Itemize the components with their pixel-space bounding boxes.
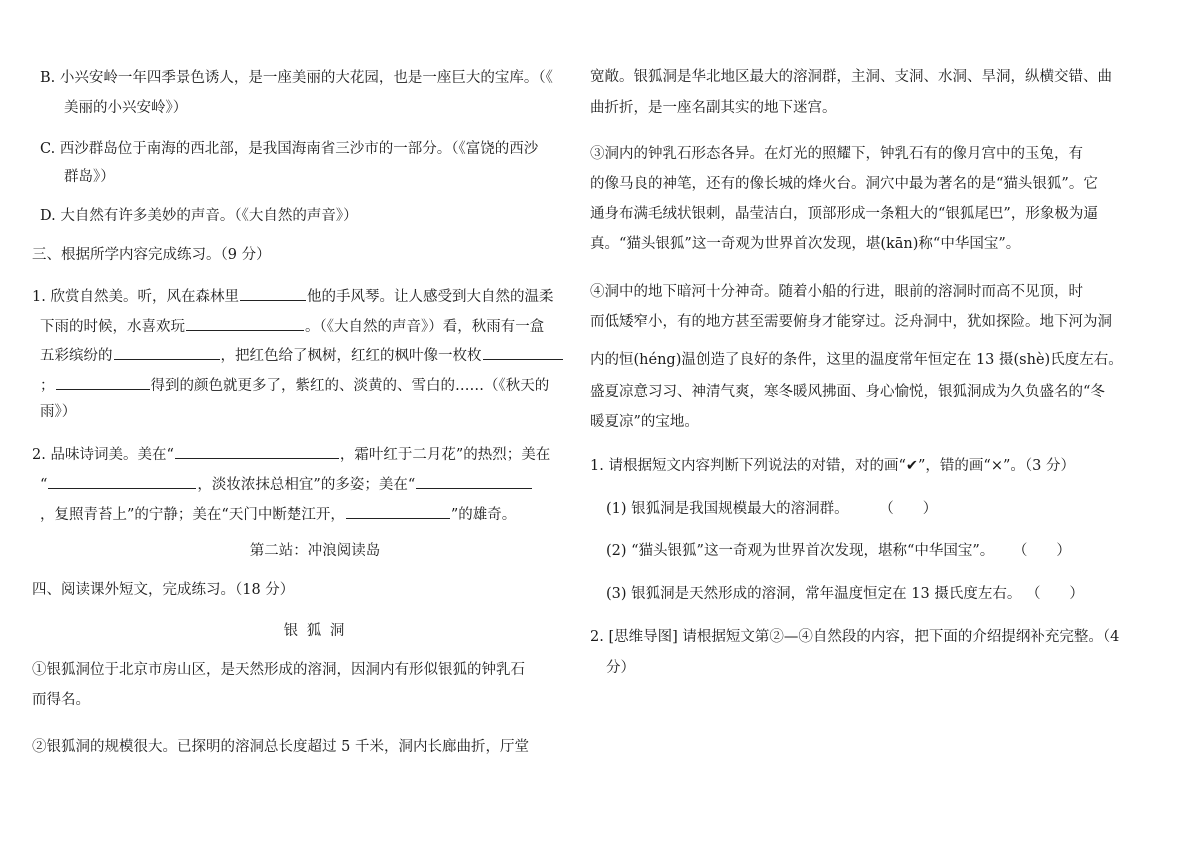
q1-text-1a: 1. 欣赏自然美。听，风在森林里 xyxy=(32,289,239,305)
para2-line1: ②银狐洞的规模很大。已探明的溶洞总长度超过 5 千米，洞内长廊曲折，厅堂 xyxy=(32,739,529,755)
para3-line3: 通身布满毛绒状银刺，晶莹洁白，顶部形成一条粗大的“银狐尾巴”，形象极为逼 xyxy=(590,206,1098,222)
station-title: 第二站：冲浪阅读岛 xyxy=(249,543,381,559)
answer-blank[interactable] xyxy=(48,473,196,489)
option-b-line2: 美丽的小兴安岭》） xyxy=(64,100,188,116)
q1-line5: 雨》） xyxy=(40,404,77,420)
q2-text-2b: ，淡妆浓抹总相宜”的多姿；美在“ xyxy=(197,477,416,493)
para3-line4: 真。“猫头银狐”这一奇观为世界首次发现，堪(kān)称“中华国宝”。 xyxy=(590,236,1021,252)
q1-text-3a: 五彩缤纷的 xyxy=(40,348,113,364)
q2-line2 xyxy=(40,473,533,495)
para4-line3: 内的恒(héng)温创造了良好的条件，这里的温度常年恒定在 13 摄(shè)氏度左右。 xyxy=(590,352,1123,368)
q1-line4 xyxy=(40,374,549,396)
q1-text-3b: ，把红色给了枫树，红红的枫叶像一枚枚 xyxy=(220,348,482,364)
q3-2-line1: 2. [思维导图] 请根据短文第②—④自然段的内容，把下面的介绍提纲补充完整。（4 xyxy=(590,629,1120,645)
q2-text-3a: ，复照青苔上”的宁静；美在“天门中断楚江开， xyxy=(40,507,345,523)
option-c-line1: C. 西沙群岛位于南海的西北部，是我国海南省三沙市的一部分。（《富饶的西沙 xyxy=(40,141,539,157)
para3-line2: 的像马良的神笔，还有的像长城的烽火台。洞穴中最为著名的是“猫头银狐”。它 xyxy=(590,176,1098,192)
para1-line2: 而得名。 xyxy=(32,692,90,708)
q3-1-title: 1. 请根据短文内容判断下列说法的对错，对的画“✔”，错的画“×”。（3 分） xyxy=(590,458,1075,474)
option-d: D. 大自然有许多美妙的声音。（《大自然的声音》） xyxy=(40,208,358,224)
para2-line3: 曲折折，是一座名副其实的地下迷宫。 xyxy=(590,100,837,116)
q2-text-3b: ”的雄奇。 xyxy=(450,507,517,523)
answer-blank[interactable] xyxy=(416,473,532,489)
answer-paren-2[interactable]: （ ） xyxy=(1012,543,1071,559)
answer-blank[interactable] xyxy=(175,443,339,459)
q1-line3 xyxy=(40,344,564,366)
statement-3-text: (3) 银狐洞是天然形成的溶洞，常年温度恒定在 13 摄氏度左右。 xyxy=(606,586,1022,602)
para4-line2: 而低矮窄小，有的地方甚至需要俯身才能穿过。泛舟洞中，犹如探险。地下河为洞 xyxy=(590,314,1112,330)
q2-line1 xyxy=(32,443,550,465)
q2-text-1b: ，霜叶红于二月花”的热烈；美在 xyxy=(339,447,551,463)
para4-line4: 盛夏凉意习习、神清气爽，寒冬暖风拂面、身心愉悦，银狐洞成为久负盛名的“冬 xyxy=(590,384,1105,400)
para2-line2: 宽敞。银狐洞是华北地区最大的溶洞群，主洞、支洞、水洞、旱洞，纵横交错、曲 xyxy=(590,69,1112,85)
q1-text-4b: 得到的颜色就更多了，紫红的、淡黄的、雪白的……（《秋天的 xyxy=(150,378,550,394)
option-b-line1: B. 小兴安岭一年四季景色诱人，是一座美丽的大花园，也是一座巨大的宝库。（《 xyxy=(40,70,553,86)
answer-paren-3[interactable]: （ ） xyxy=(1025,586,1084,602)
answer-paren-1[interactable]: （ ） xyxy=(879,501,938,517)
q1-line2 xyxy=(40,315,544,337)
q1-text-2a: 下雨的时候，水喜欢玩 xyxy=(40,319,185,335)
para4-line5: 暖夏凉”的宝地。 xyxy=(590,414,699,430)
answer-blank[interactable] xyxy=(483,344,563,360)
answer-blank[interactable] xyxy=(346,503,450,519)
q1-text-2b: 。（《大自然的声音》）看，秋雨有一盒 xyxy=(305,319,545,335)
article-title: 银 狐 洞 xyxy=(283,623,347,639)
answer-blank[interactable] xyxy=(240,285,306,301)
para4-line1: ④洞中的地下暗河十分神奇。随着小船的行进，眼前的溶洞时而高不见顶，时 xyxy=(590,284,1083,300)
statement-3 xyxy=(606,584,1084,604)
section-3-title: 三、根据所学内容完成练习。（9 分） xyxy=(32,247,271,263)
q2-line3 xyxy=(40,503,516,525)
q1-text-4a: ； xyxy=(40,378,55,394)
q1-line1 xyxy=(32,285,553,307)
q2-text-1a: 2. 品味诗词美。美在“ xyxy=(32,447,174,463)
q3-2-line2: 分） xyxy=(606,660,635,676)
statement-1 xyxy=(606,499,937,519)
statement-2-text: (2) “猫头银狐”这一奇观为世界首次发现，堪称“中华国宝”。 xyxy=(606,543,995,559)
section-4-title: 四、阅读课外短文，完成练习。（18 分） xyxy=(32,582,295,598)
option-c-line2: 群岛》） xyxy=(64,169,115,185)
answer-blank[interactable] xyxy=(56,374,150,390)
answer-blank[interactable] xyxy=(114,344,220,360)
para1-line1: ①银狐洞位于北京市房山区，是天然形成的溶洞，因洞内有形似银狐的钟乳石 xyxy=(32,662,525,678)
q2-text-2a: “ xyxy=(40,477,48,493)
statement-2 xyxy=(606,541,1071,561)
para3-line1: ③洞内的钟乳石形态各异。在灯光的照耀下，钟乳石有的像月宫中的玉兔，有 xyxy=(590,146,1083,162)
statement-1-text: (1) 银狐洞是我国规模最大的溶洞群。 xyxy=(606,501,849,517)
answer-blank[interactable] xyxy=(186,315,304,331)
q1-text-1b: 他的手风琴。让人感受到大自然的温柔 xyxy=(306,289,554,305)
